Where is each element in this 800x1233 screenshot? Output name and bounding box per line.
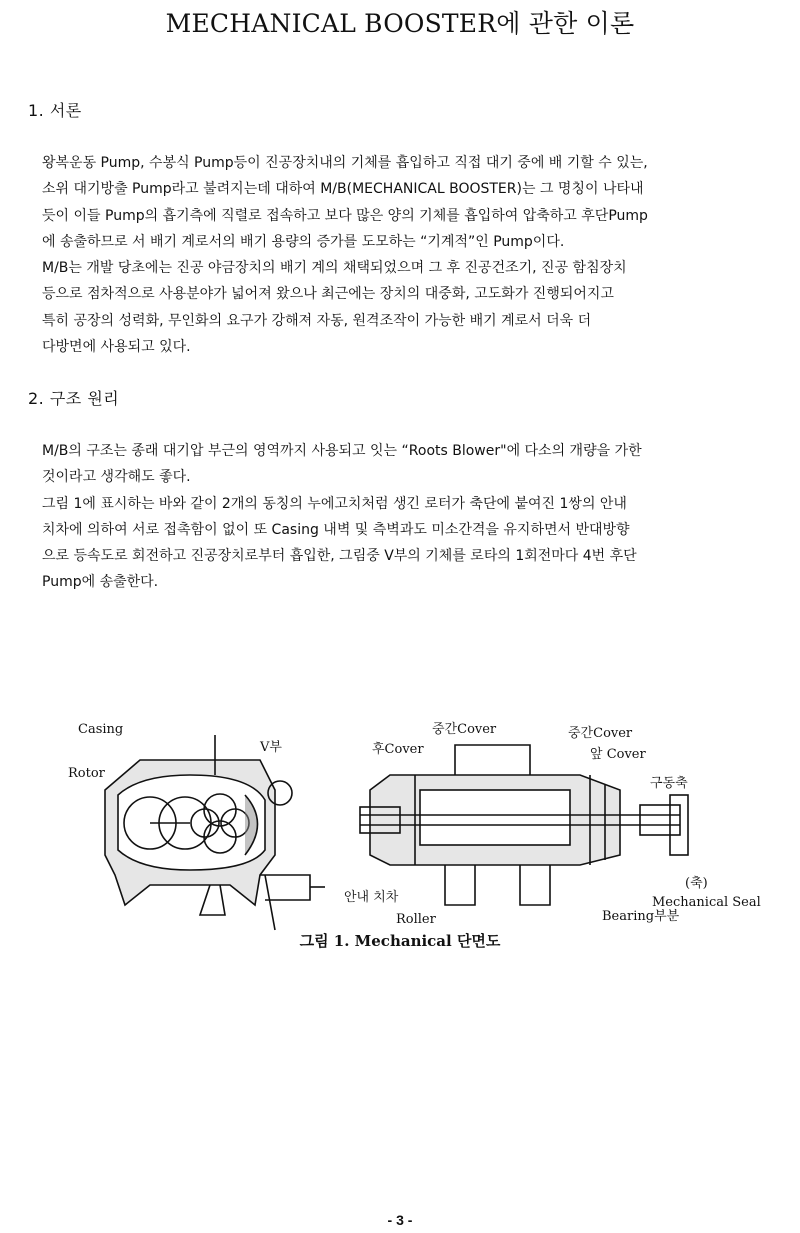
label-front-cover: 앞 Cover xyxy=(590,747,646,762)
text-line: 치차에 의하여 서로 접촉함이 없이 또 Casing 내벽 및 측벽과도 미소간격을 유지하면서 반대방향 xyxy=(42,521,630,538)
figure-caption: 그림 1. Mechanical 단면도 xyxy=(299,932,501,950)
text-line: Pump에 송출한다. xyxy=(42,574,159,591)
mechanical-booster-cross-section-figure xyxy=(60,700,780,960)
text-line: M/B의 구조는 종래 대기압 부근의 영역까지 사용되고 잇는 “Roots Blower"에 다소의 개량을 가한 xyxy=(42,443,642,459)
label-casing: Casing xyxy=(78,722,124,737)
label-roller: Roller xyxy=(396,912,436,927)
section-body-introduction xyxy=(42,150,782,360)
label-mechanical-seal: Mechanical Seal xyxy=(652,895,761,910)
text-line: M/B는 개발 당초에는 진공 야금장치의 배기 계의 채택되었으며 그 후 진공건조기, 진공 함침장치 xyxy=(42,260,627,277)
text-line: 듯이 이들 Pump의 흡기측에 직렬로 접속하고 보다 많은 양의 기체를 흡입하여 압축하고 후단Pump xyxy=(42,207,648,224)
document-title: MECHANICAL BOOSTER에 관한 이론 xyxy=(165,9,635,38)
text-line: 것이라고 생각해도 좋다. xyxy=(42,469,191,486)
label-middle-cover-left: 중간Cover xyxy=(432,722,497,737)
booster-longitudinal-section-drawing xyxy=(360,745,688,905)
text-line: 등으로 점차적으로 사용분야가 넓어져 왔으나 최근에는 장치의 대중화, 고도화가 진행되어지고 xyxy=(42,286,614,303)
rotor-cross-section-drawing xyxy=(105,735,325,930)
label-guide-gear: 안내 치차 xyxy=(344,890,399,905)
label-rear-cover: 후Cover xyxy=(372,742,424,757)
text-line: 으로 등속도로 회전하고 진공장치로부터 흡입한, 그림중 V부의 기체를 로타의 1회전마다 4번 후단 xyxy=(42,548,637,565)
label-drive-shaft: 구동축 xyxy=(650,776,688,791)
section-body-structure xyxy=(42,438,782,596)
label-rotor: Rotor xyxy=(68,766,105,781)
text-line: 그림 1에 표시하는 바와 같이 2개의 동칭의 누에고치처럼 생긴 로터가 축단에 붙여진 1쌍의 안내 xyxy=(42,495,627,512)
text-line: 특히 공장의 성력화, 무인화의 요구가 강해져 자동, 원격조작이 가능한 배기 계로서 더욱 더 xyxy=(42,312,592,329)
text-line: 소위 대기방출 Pump라고 불려지는데 대하여 M/B(MECHANICAL BOOSTER)는 그 명칭이 나타내 xyxy=(42,181,644,198)
text-line: 에 송출하므로 서 배기 계로서의 배기 용량의 증가를 도모하는 “기계적”인 Pump이다. xyxy=(42,233,565,250)
section-heading-structure: 2. 구조 원리 xyxy=(28,389,120,408)
label-bearing: Bearing부분 xyxy=(602,909,680,924)
page-number: - 3 - xyxy=(387,1212,413,1228)
label-shaft: (축) xyxy=(685,876,708,891)
label-middle-cover-right: 중간Cover xyxy=(568,726,633,741)
text-line: 다방면에 사용되고 있다. xyxy=(42,339,191,356)
section-heading-introduction: 1. 서론 xyxy=(28,101,82,120)
label-v-part: V부 xyxy=(260,740,282,755)
text-line: 왕복운동 Pump, 수봉식 Pump등이 진공장치내의 기체를 흡입하고 직접 대기 중에 배 기할 수 있는, xyxy=(42,155,648,171)
